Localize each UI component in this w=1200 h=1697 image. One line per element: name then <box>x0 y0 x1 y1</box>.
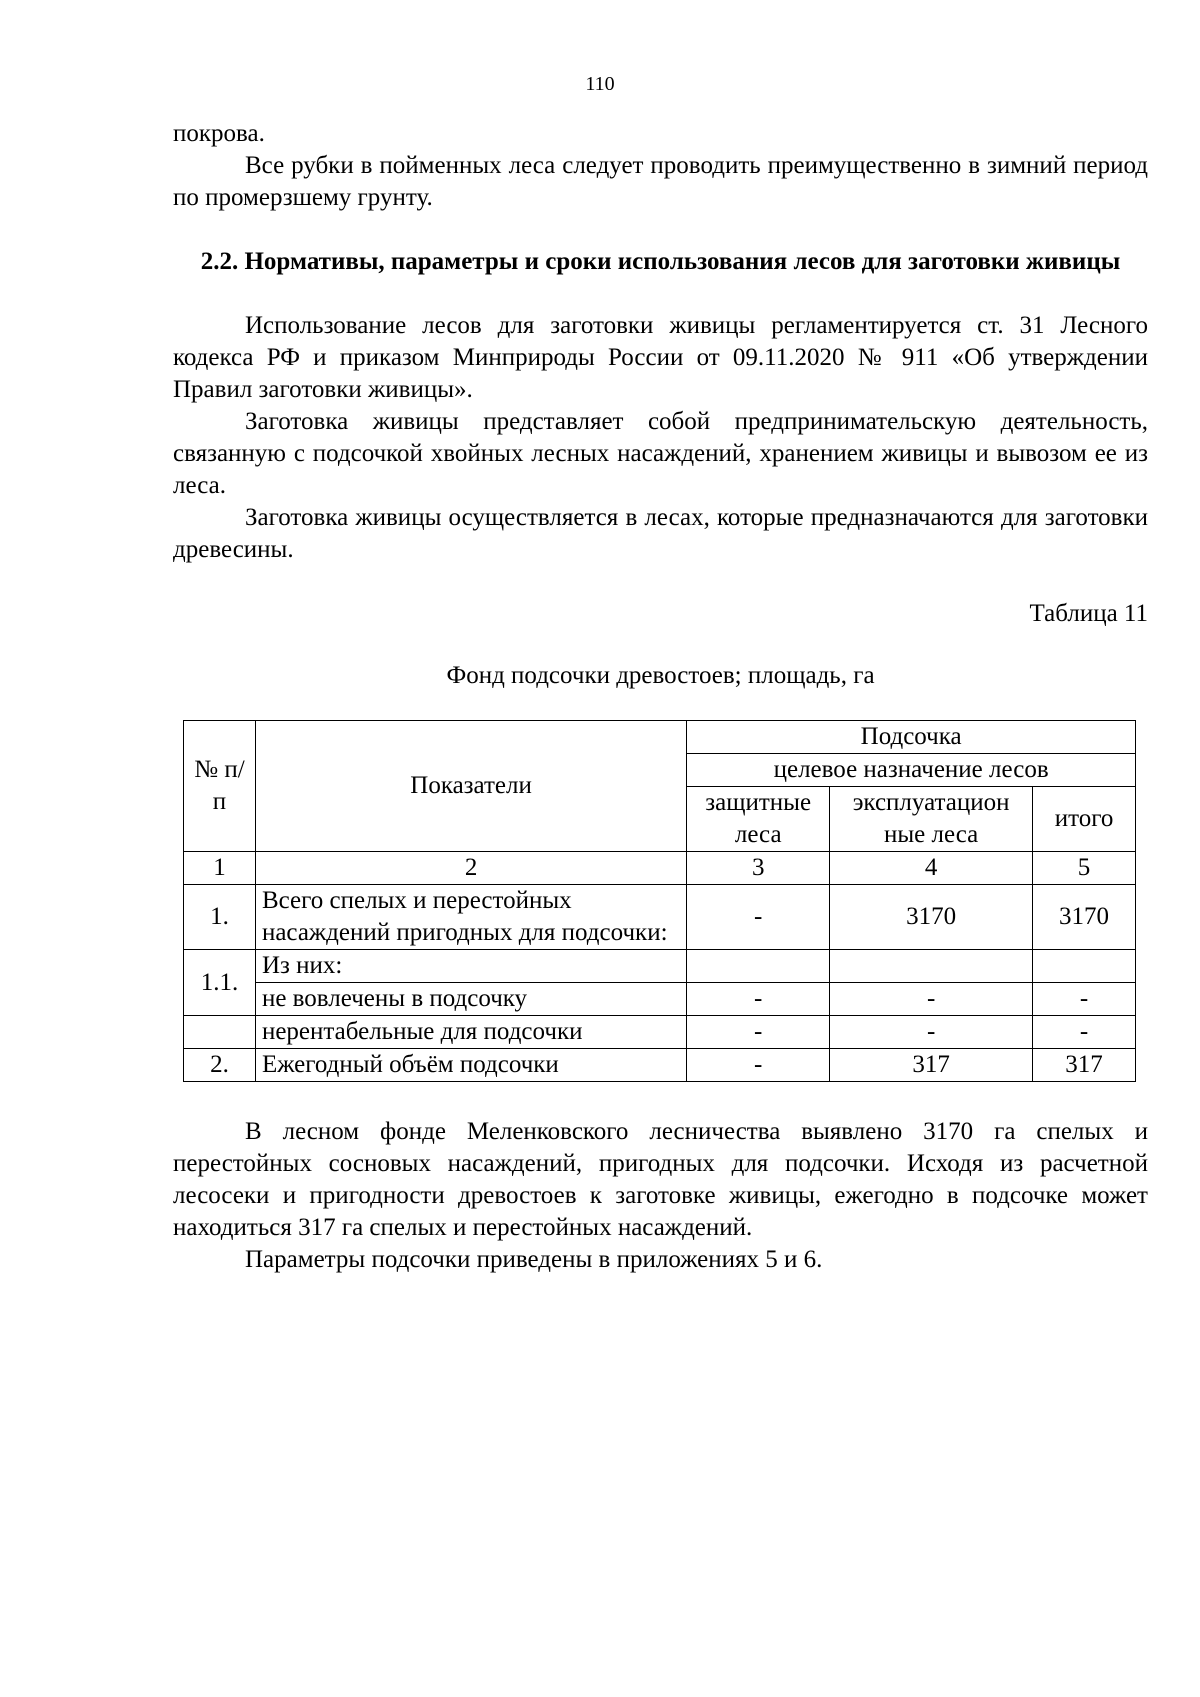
paragraph: Все рубки в пойменных леса следует проводить преимущественно в зимний период по промерзшему грунту. <box>173 152 1148 211</box>
row-label: Из них: <box>255 950 686 983</box>
header-cell-total: итого <box>1033 787 1136 852</box>
cell-total <box>1033 950 1136 983</box>
column-number: 1 <box>184 852 256 885</box>
cell-total: 3170 <box>1033 885 1136 950</box>
header-cell-indicators: Показатели <box>255 721 686 852</box>
row-number <box>184 1016 256 1049</box>
header-cell-protective: защитные леса <box>687 787 830 852</box>
column-number: 4 <box>830 852 1033 885</box>
table-row <box>184 1016 1136 1049</box>
column-number: 5 <box>1033 852 1136 885</box>
table-row <box>184 1049 1136 1082</box>
paragraph: покрова. <box>173 120 265 147</box>
table-label: Таблица 11 <box>1029 600 1148 627</box>
cell-total: - <box>1033 983 1136 1016</box>
page-content <box>173 118 1148 1276</box>
paragraph: Заготовка живицы осуществляется в лесах, которые предназначаются для заготовки древесины. <box>173 504 1148 563</box>
row-label: Ежегодный объём подсочки <box>255 1049 686 1082</box>
paragraph: Использование лесов для заготовки живицы регламентируется ст. 31 Лесного кодекса РФ и приказом Минприроды России от 09.11.2020 № 911 «Об утверждении Правил заготовки живицы». <box>173 312 1148 403</box>
table-row <box>184 983 1136 1016</box>
cell-protective: - <box>687 1049 830 1082</box>
row-label: нерентабельные для подсочки <box>255 1016 686 1049</box>
paragraph: В лесном фонде Меленковского лесничества выявлено 3170 га спелых и перестойных сосновых насаждений, пригодных для подсочки. Исходя из расчетной лесосеки и пригодности древостоев к заготовке живицы, ежегодно в подсочке может находиться 317 га спелых и перестойных насаждений. <box>173 1118 1148 1241</box>
table-header-row <box>184 721 1136 754</box>
table-column-numbers-row <box>184 852 1136 885</box>
column-number: 3 <box>687 852 830 885</box>
cell-exploitation: 3170 <box>830 885 1033 950</box>
header-cell-subgroup: целевое назначение лесов <box>687 754 1136 787</box>
paragraph: Параметры подсочки приведены в приложениях 5 и 6. <box>245 1246 823 1273</box>
cell-protective: - <box>687 885 830 950</box>
cell-total: - <box>1033 1016 1136 1049</box>
cell-exploitation <box>830 950 1033 983</box>
row-number: 2. <box>184 1049 256 1082</box>
header-cell-num: № п/п <box>184 721 256 852</box>
cell-protective <box>687 950 830 983</box>
row-number: 1.1. <box>184 950 256 1016</box>
row-number: 1. <box>184 885 256 950</box>
cell-protective: - <box>687 1016 830 1049</box>
table-title: Фонд подсочки древостоев; площадь, га <box>446 662 875 689</box>
cell-total: 317 <box>1033 1049 1136 1082</box>
cell-exploitation: - <box>830 983 1033 1016</box>
header-cell-group: Подсочка <box>687 721 1136 754</box>
cell-protective: - <box>687 983 830 1016</box>
paragraph: Заготовка живицы представляет собой предпринимательскую деятельность, связанную с подсочкой хвойных лесных насаждений, хранением живицы и вывозом ее из леса. <box>173 408 1148 499</box>
row-label: Всего спелых и перестойных насаждений пригодных для подсочки: <box>255 885 686 950</box>
data-table <box>183 720 1136 1082</box>
row-label: не вовлечены в подсочку <box>255 983 686 1016</box>
table-row <box>184 885 1136 950</box>
column-number: 2 <box>255 852 686 885</box>
page-number: 110 <box>585 73 615 95</box>
cell-exploitation: 317 <box>830 1049 1033 1082</box>
section-heading: 2.2. Нормативы, параметры и сроки использования лесов для заготовки живицы <box>200 248 1121 275</box>
table-row <box>184 950 1136 983</box>
cell-exploitation: - <box>830 1016 1033 1049</box>
header-cell-exploitation: эксплуатацион ные леса <box>830 787 1033 852</box>
